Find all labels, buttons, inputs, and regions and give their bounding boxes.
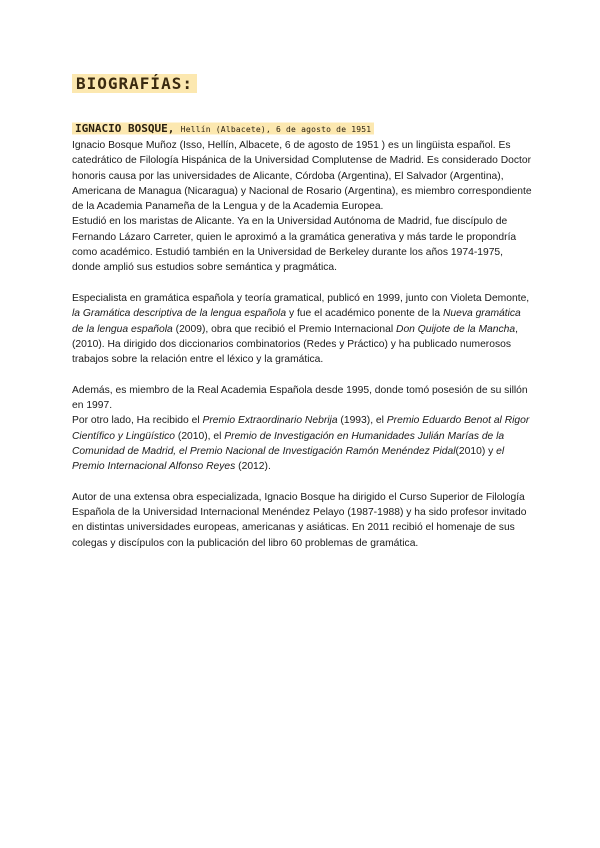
section-subheading [72,121,374,136]
paragraph-4: Además, es miembro de la Real Academia Española desde 1995, donde tomó posesión de su sillón en 1997. [72,384,528,412]
paragraph-1: Ignacio Bosque Muñoz (Isso, Hellín, Albacete, 6 de agosto de 1951 ) es un lingüista español. Es catedrático de Filología Hispánica de la Universidad Complutense de Madrid. Es considerado Doctor honoris causa por las universidades de Alicante, Córdoba (Argentina), El Salvador (Argentina), Americana de Managua (Nicaragua) y Nacional de Rosario (Argentina), es miembro correspondiente de la Academia Panameña de la Lengua y de la Academia Europea. [72,140,532,213]
book-title-nueva-gramatica: Nueva gramática de la lengua española [72,308,521,335]
subheading-name: IGNACIO BOSQUE, [75,122,175,135]
paragraph-3: Especialista en gramática española y teoría gramatical, publicó en 1999, junto con Violeta Demonte, la Gramática descriptiva de la lengua española y fue el académico ponente de la Nueva gramática de la lengua española (2009), obra que recibió el Premio Internacional Don Quijote de la Mancha, (2010). Ha dirigido dos diccionarios combinatorios (Redes y Práctico) y ha publicado numerosos trabajos sobre la relación entre el léxico y la gramática. [72,292,530,366]
award-eduardo-benot: Premio Eduardo Benot al Rigor Científico y Lingüístico [72,415,530,442]
paragraph-6: Autor de una extensa obra especializada, Ignacio Bosque ha dirigido el Curso Superior de Filología Española de la Universidad Internacional Menéndez Pelayo (1987-1988) y ha sido profesor invitado en distintas universidades europeas, americanas y asiáticas. En 2011 recibió el homenaje de sus colegas y discípulos con la publicación del libro 60 problemas de gramática. [72,491,527,549]
award-nebrija: Premio Extraordinario Nebrija [202,415,338,427]
award-don-quijote: Don Quijote de la Mancha [396,323,516,335]
subheading-meta: Hellín (Albacete), 6 de agosto de 1951 [180,125,372,134]
biography-body [72,138,534,551]
page-title: BIOGRAFÍAS: [72,72,197,95]
paragraph-2: Estudió en los maristas de Alicante. Ya en la Universidad Autónoma de Madrid, fue discípulo de Fernando Lázaro Carreter, quien le aproximó a la gramática generativa y más tarde le propondría como académico. Estudió también en la Universidad de Berkeley durante los años 1974-1975, donde amplió sus estudios sobre semántica y pragmática. [72,216,517,274]
paragraph-5: Por otro lado, Ha recibido el Premio Extraordinario Nebrija (1993), el Premio Eduardo Benot al Rigor Científico y Lingüístico (2010), el Premio de Investigación en Humanidades Julián Marías de la Comunidad de Madrid, el Premio Nacional de Investigación Ramón Menéndez Pidal(2010) y el Premio Internacional Alfonso Reyes (2012). [72,415,530,473]
book-title-gramatica-descriptiva: la Gramática descriptiva de la lengua española [72,308,287,320]
award-alfonso-reyes: el Premio Internacional Alfonso Reyes [72,445,505,473]
award-julian-marias: Premio de Investigación en Humanidades Julián Marías de la Comunidad de Madrid, el Premio Nacional de Investigación Ramón Menéndez Pidal [72,430,505,457]
